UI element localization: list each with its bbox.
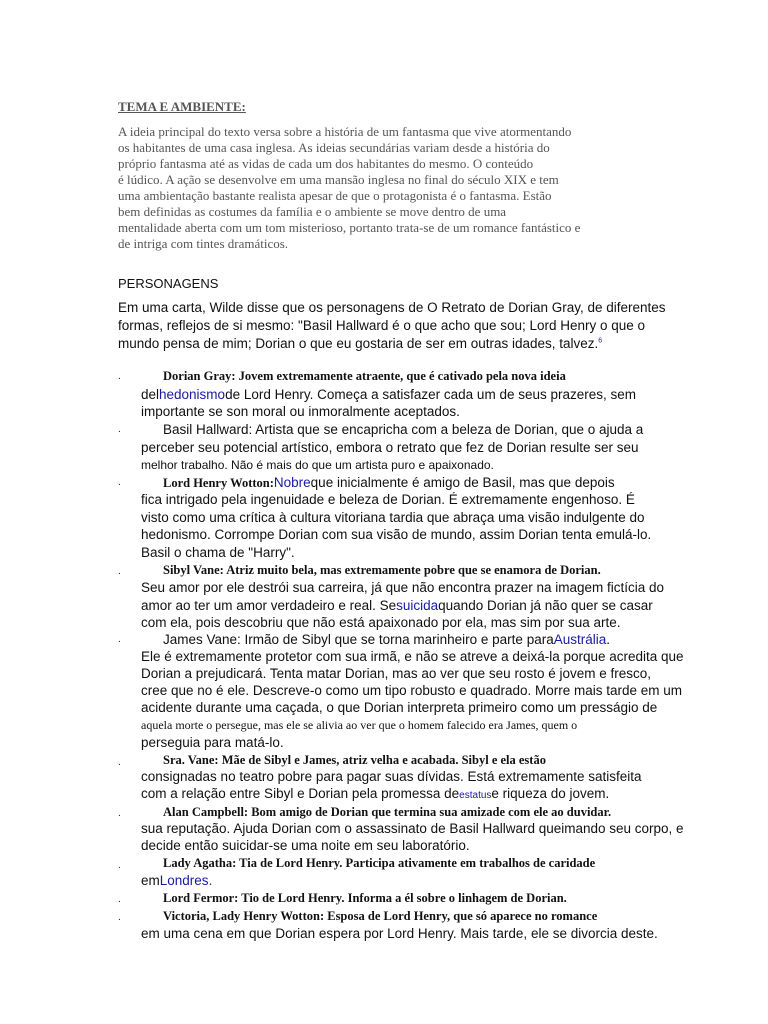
text: quando Dorian já não quer se casar [438,598,653,613]
text: em [141,873,160,888]
intro-line: Em uma carta, Wilde disse que os personagens de O Retrato de Dorian Gray, de diferentes [118,300,666,315]
personagens-heading: PERSONAGENS [118,276,219,291]
footnote-link[interactable]: 6 [598,337,603,345]
list-bullet: . [118,860,121,871]
sra-vane-line: consignadas no teatro pobre para pagar suas dívidas. Está extremamente satisfeita [141,769,642,784]
tema-heading: TEMA E AMBIENTE: [118,99,246,114]
agatha-line [141,873,212,888]
tema-line: é lúdico. A ação se desenvolve em uma mansão inglesa no final do século XIX e tem [118,172,559,187]
henry-line: visto como uma crítica à cultura vitoriana tardia que abraça uma visão indulgente do [141,510,645,525]
sra-vane-line [141,786,609,801]
james-line: aquela morte o persegue, mas ele se alivia ao ver que o homem falecido era James, quem o [141,718,578,732]
sibyl-line: com ela, pois descobriu que não está apaixonado por ela, mas sim por sua arte. [141,615,621,630]
henry-line [163,474,615,492]
list-bullet: . [118,566,121,577]
text: que inicialmente é amigo de Basil, mas que depois [310,475,615,490]
text: de Lord Henry. Começa a satisfazer cada um de seus prazeres, sem [225,387,637,402]
james-line: cree que no é ele. Descreve-o como um tipo robusto e quadrado. Morre mais tarde em um [141,683,683,698]
list-bullet: . [118,912,121,923]
estatus-link[interactable]: estatus [459,790,492,801]
tema-line: A ideia principal do texto versa sobre a história de um fantasma que vive atormentando [118,124,572,139]
tema-line: bem definidas as costumes da família e o ambiente se move dentro de uma [118,204,507,219]
list-bullet: . [118,808,121,819]
hedonismo-link[interactable]: hedonismo [159,387,226,402]
list-bullet: . [118,894,121,905]
james-line: acidente durante uma caçada, o que Dorian interpreta primeiro como um presságio de [141,700,658,715]
text: amor ao ter um amor verdadeiro e real. Se [141,598,397,613]
tema-line: próprio fantasma até as vidas de cada um dos habitantes do mesmo. O conteúdo [118,156,534,171]
text: . [606,632,611,647]
list-bullet: . [118,424,121,435]
henry-line: fica intrigado pela ingenuidade e beleza de Dorian. É extremamente engenhoso. É [141,492,635,507]
text: del [141,387,160,402]
victoria-line: em uma cena em que Dorian espera por Lord Henry. Mais tarde, ele se divorcia deste. [141,926,658,941]
tema-line: de intriga com tintes dramáticos. [118,236,289,251]
sra-vane-title: Sra. Vane: Mãe de Sibyl e James, atriz velha e acabada. Sibyl e ela estão [163,753,546,767]
basil-line: perceber seu potencial artístico, embora o retrato que fez de Dorian resulte ser seu [141,440,639,455]
agatha-title: Lady Agatha: Tia de Lord Henry. Participa ativamente em trabalhos de caridade [163,856,596,870]
suicida-link[interactable]: suicida [396,598,439,613]
tema-line: os habitantes de uma casa inglesa. As ideias secundárias variam desde a história do [118,140,550,155]
text: com a relação entre Sibyl e Dorian pela promessa de [141,786,460,801]
sibyl-title: Sibyl Vane: Atriz muito bela, mas extremamente pobre que se enamora de Dorian. [163,563,601,577]
tema-line: mentalidade aberta com um tom misterioso, portanto trata-se de um romance fantástico e [118,220,581,235]
list-bullet: . [118,634,121,645]
londres-link[interactable]: Londres [159,873,209,888]
henry-title: Lord Henry Wotton: [163,476,274,490]
alan-line: decide então suicidar-se uma noite em seu laboratório. [141,838,470,853]
sibyl-line [141,598,653,613]
list-bullet: . [118,371,121,382]
victoria-title: Victoria, Lady Henry Wotton: Esposa de Lord Henry, que só aparece no romance [163,909,598,923]
dorian-line [141,387,636,402]
sibyl-line: Seu amor por ele destrói sua carreira, já que não encontra prazer na imagem fictícia do [141,580,665,595]
intro-line: formas, reflejos de si mesmo: "Basil Hallward é o que acho que sou; Lord Henry o que o [118,318,646,333]
henry-line: hedonismo. Corrompe Dorian com sua visão de mundo, assim Dorian tenta emulá-lo. [141,527,652,542]
australia-link[interactable]: Austrália [553,632,607,647]
basil-line: Basil Hallward: Artista que se encapricha com a beleza de Dorian, que o ajuda a [163,422,644,437]
alan-line: sua reputação. Ajuda Dorian com o assassinato de Basil Hallward queimando seu corpo, e [141,821,684,836]
text: . [208,873,213,888]
tema-line: uma ambientação bastante realista apesar de que o protagonista é o fantasma. Estão [118,188,552,203]
intro-line [118,336,602,351]
nobre-link[interactable]: Nobre [273,475,311,490]
dorian-line: importante se son moral ou inmoralmente aceptados. [141,404,460,419]
henry-line: Basil o chama de "Harry". [141,545,295,560]
james-line: Ele é extremamente protetor com sua irmã, e não se atreve a deixá-la porque acredita que [141,649,684,664]
alan-title: Alan Campbell: Bom amigo de Dorian que termina sua amizade com ele ao duvidar. [163,805,612,819]
james-line: perseguia para matá-lo. [141,735,284,750]
text: James Vane: Irmão de Sibyl que se torna marinheiro e parte para [163,632,554,647]
list-bullet: . [118,477,121,488]
intro-text: mundo pensa de mim; Dorian o que eu gostaria de ser em outras idades, talvez. [118,336,599,351]
text: e riqueza do jovem. [491,786,610,801]
fermor-title: Lord Fermor: Tio de Lord Henry. Informa a él sobre o linhagem de Dorian. [163,891,567,905]
dorian-title: Dorian Gray: Jovem extremamente atraente, que é cativado pela nova ideia [163,369,566,383]
james-line: Dorian a prejudicará. Tenta matar Dorian, mas ao ver que seu rosto é jovem e fresco, [141,666,652,681]
basil-line: melhor trabalho. Não é mais do que um artista puro e apaixonado. [141,458,494,472]
list-bullet: . [118,757,121,768]
james-line [163,632,610,647]
